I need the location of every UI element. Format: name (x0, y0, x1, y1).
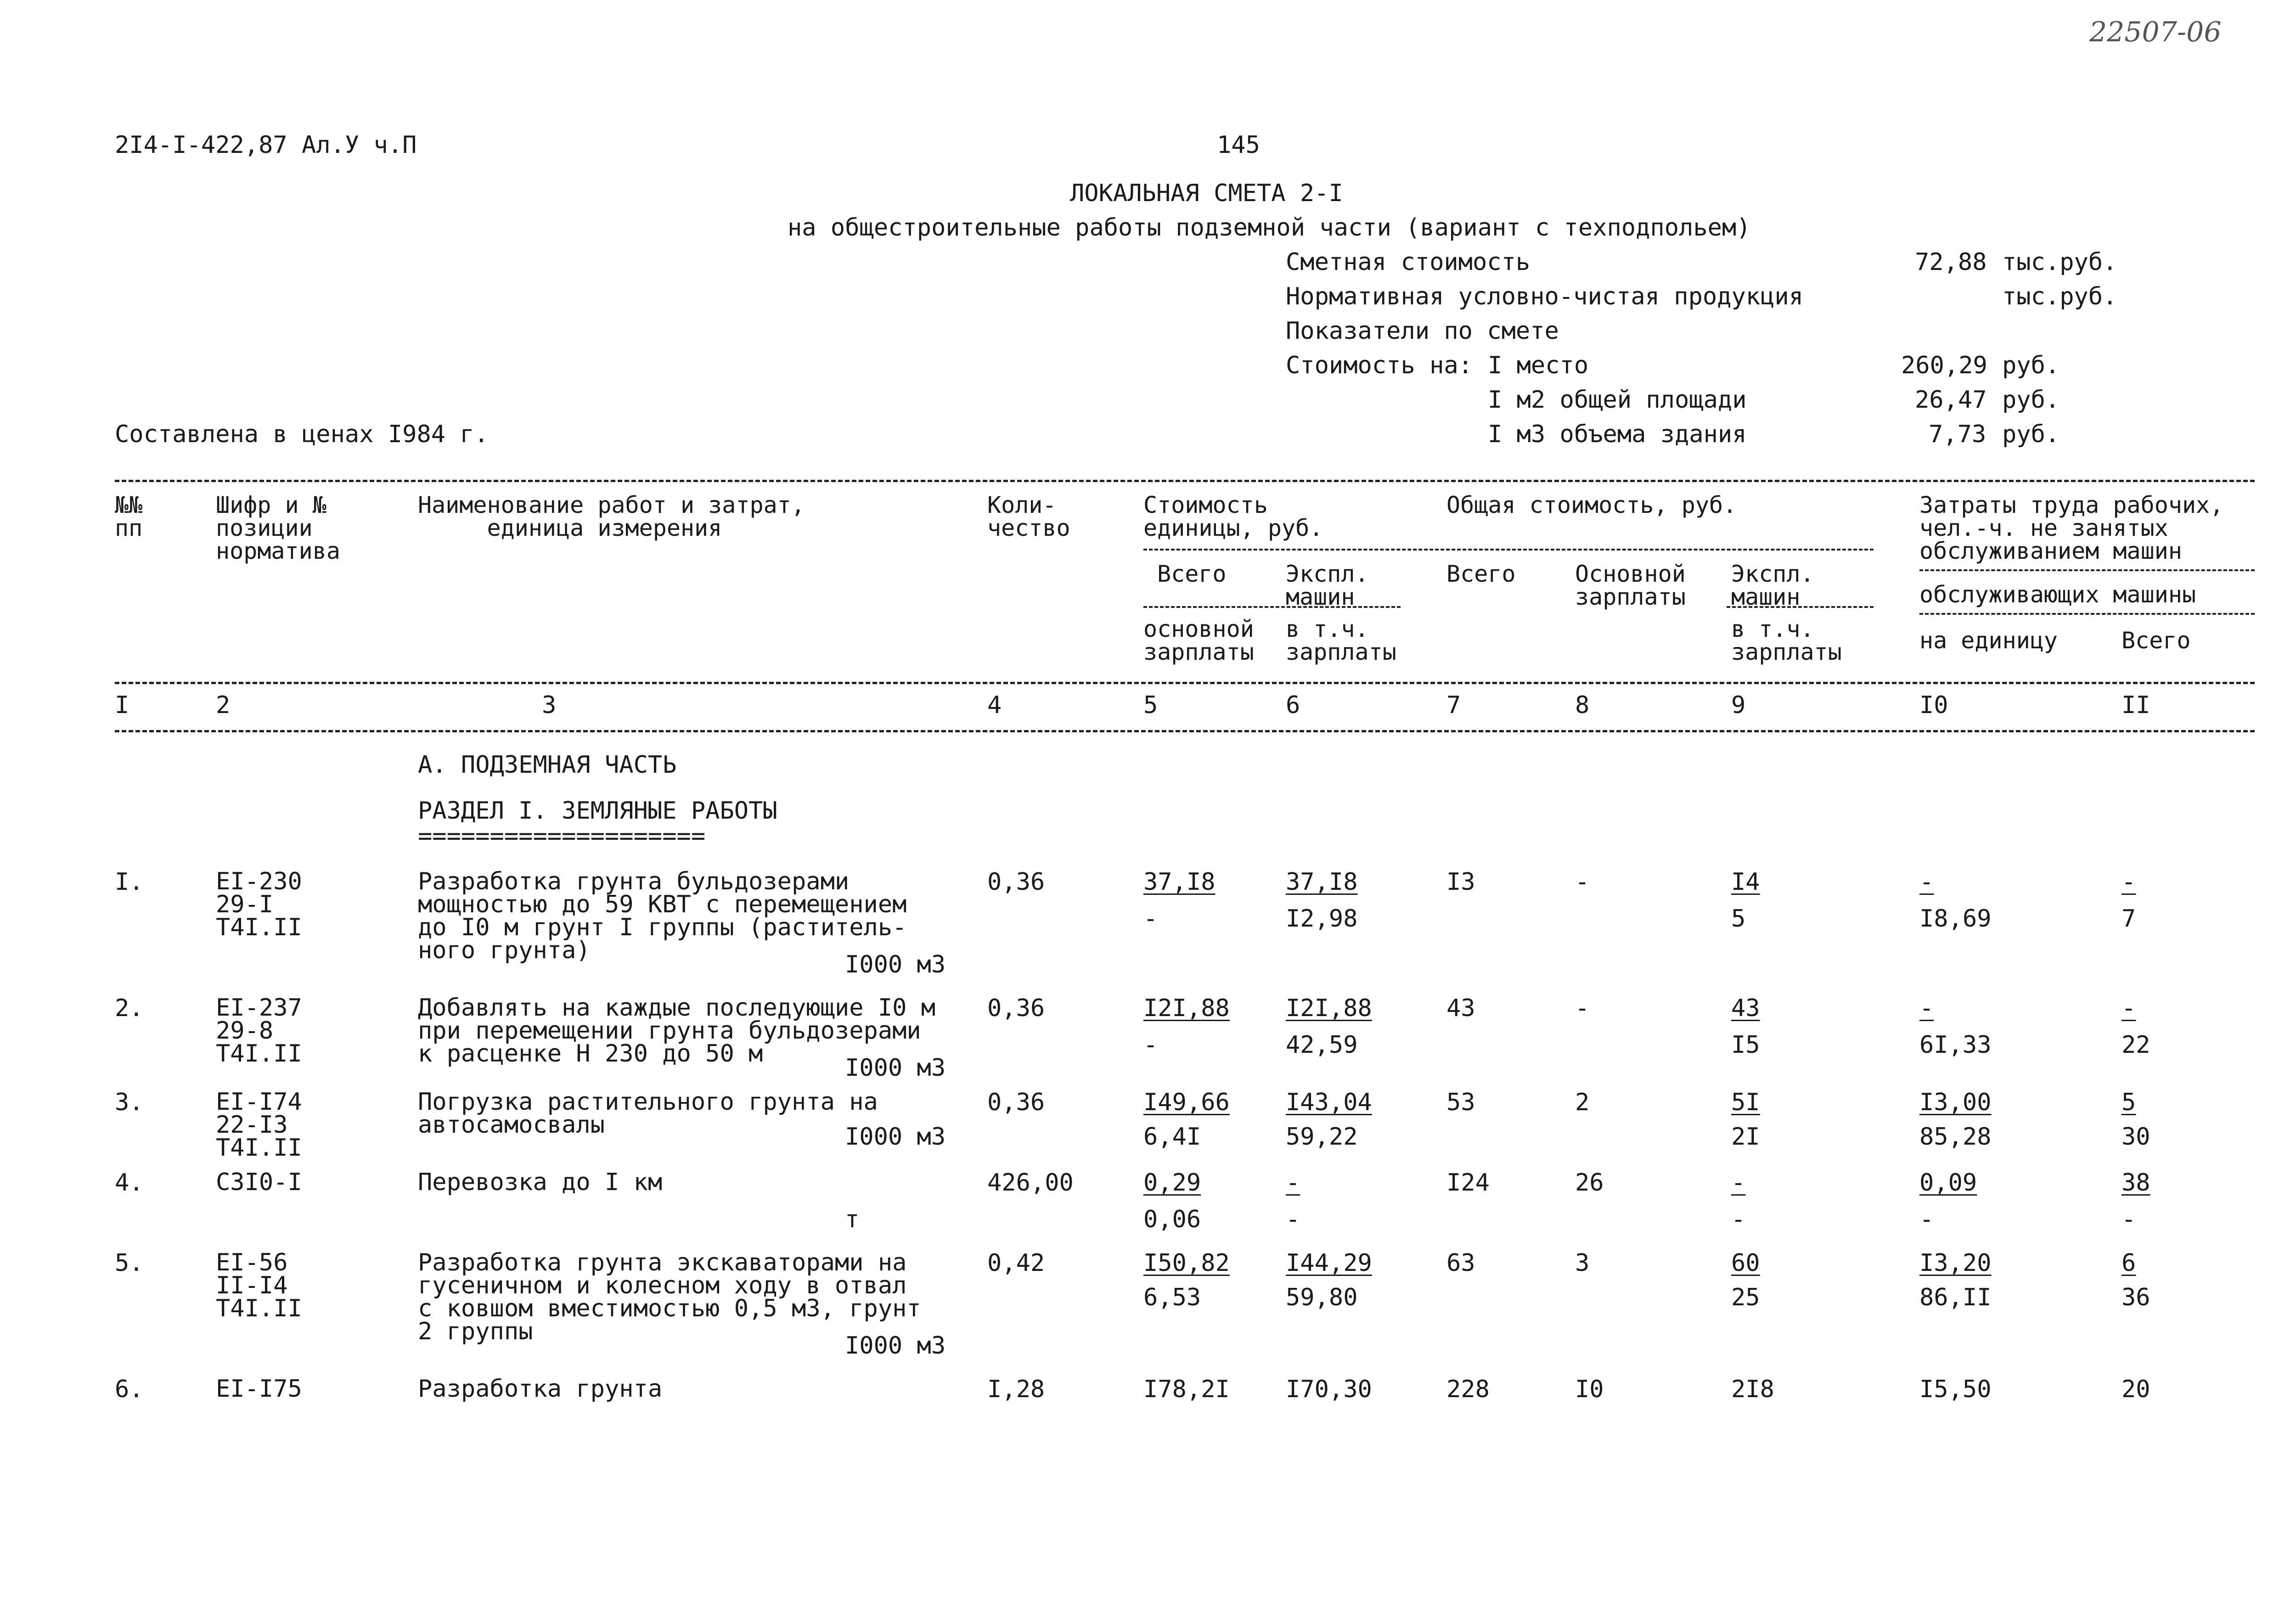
column-number: 4 (987, 691, 1002, 719)
column-numbers-bottom-rule (115, 730, 2255, 732)
row-unit-cost-total: 0,29 (1143, 1169, 1201, 1197)
page-number: 145 (1217, 131, 1260, 159)
archive-code: 22507-06 (2089, 16, 2222, 48)
row-labor-per-unit-machines: 85,28 (1919, 1123, 1992, 1151)
row-labor-total-machines: 22 (2122, 1031, 2150, 1059)
row-number: 6. (115, 1376, 144, 1403)
row-unit-machines: - (1286, 1169, 1300, 1197)
header-mid-rule (1143, 549, 1874, 551)
header-col-10-11: Затраты труда рабочих, чел.-ч. не занятых обслуживанием машин (1919, 492, 2224, 564)
document-code: 2I4-I-422,87 Ал.У ч.П (115, 131, 417, 159)
row-number: 4. (115, 1169, 144, 1197)
row-total-machines-wages: 25 (1731, 1284, 1760, 1311)
row-labor-per-unit: 0,09 (1919, 1169, 1977, 1197)
document-subtitle: на общестроительные работы подземной части (вариант с техподпольем) (788, 214, 1751, 242)
row-labor-total: 6 (2122, 1249, 2136, 1277)
row-quantity: 0,36 (987, 994, 1045, 1022)
row-unit-machines: I44,29 (1286, 1249, 1372, 1277)
header-col-7-9: Общая стоимость, руб. (1446, 492, 1737, 518)
row-unit-cost-total: I78,2I (1143, 1376, 1230, 1403)
row-unit-machines-wages: - (1286, 1206, 1300, 1233)
row-unit-machines-wages: 59,80 (1286, 1284, 1358, 1311)
per-place-value: 260,29 (1901, 352, 1987, 379)
part-title: А. ПОДЗЕМНАЯ ЧАСТЬ (418, 751, 677, 779)
per-place-unit: руб. (2002, 352, 2060, 379)
row-labor-total: - (2122, 868, 2136, 896)
row-total-cost: 43 (1446, 994, 1475, 1022)
header-col-6-bottom: в т.ч. зарплаты (1286, 616, 1396, 665)
row-unit-cost-total: 37,I8 (1143, 868, 1216, 896)
column-number: 2 (216, 691, 231, 719)
row-total-cost: 53 (1446, 1089, 1475, 1116)
row-labor-total-machines: 36 (2122, 1284, 2150, 1311)
row-labor-per-unit-machines: 86,II (1919, 1284, 1992, 1311)
row-number: 5. (115, 1249, 144, 1277)
row-total-cost: 228 (1446, 1376, 1490, 1403)
row-code: EI-I74 22-I3 Т4I.II (216, 1088, 302, 1162)
header-col-5-top: Всего (1157, 561, 1227, 587)
row-labor-total: 5 (2122, 1089, 2136, 1116)
document-title: ЛОКАЛЬНАЯ СМЕТА 2-I (1070, 180, 1343, 207)
row-unit-machines: I2I,88 (1286, 994, 1372, 1022)
row-labor-per-unit: I3,00 (1919, 1089, 1992, 1116)
header-col-2: Шифр и № позиции норматива (216, 492, 340, 564)
row-unit-machines-wages: I2,98 (1286, 905, 1358, 933)
prices-year-note: Составлена в ценах I984 г. (115, 421, 489, 448)
row-code: EI-I75 (216, 1375, 302, 1403)
estimated-cost-unit: тыс.руб. (2002, 248, 2117, 276)
header-col-5-bottom: основной зарплаты (1143, 616, 1254, 665)
header-col-9-top: Экспл. машин (1731, 561, 1814, 610)
row-labor-per-unit: - (1919, 868, 1934, 896)
column-number: 8 (1575, 691, 1590, 719)
row-code: С3I0-I (216, 1169, 302, 1196)
row-unit: I000 м3 (845, 1332, 946, 1360)
section-title: РАЗДЕЛ I. ЗЕМЛЯНЫЕ РАБОТЫ (418, 797, 777, 825)
row-unit-machines: 37,I8 (1286, 868, 1358, 896)
row-work-name: Разработка грунта бульдозерами мощностью до 59 КВТ с перемещением до I0 м грунт I группы (раститель- ного грунта) (418, 868, 907, 964)
row-quantity: 0,36 (987, 1089, 1045, 1116)
header-labor-sub-rule (1919, 613, 2255, 615)
row-work-name: Разработка грунта (418, 1375, 663, 1403)
row-total-wages: - (1575, 868, 1590, 896)
row-work-name: Разработка грунта экскаваторами на гусеничном и колесном ходу в отвал с ковшом вместимостью 0,5 м3, грунт 2 группы (418, 1249, 921, 1345)
per-m3-unit: руб. (2002, 421, 2060, 448)
column-number: 6 (1286, 691, 1300, 719)
header-col-6-top: Экспл. машин (1286, 561, 1369, 610)
row-total-machines: I4 (1731, 868, 1760, 896)
per-m3-label: I м3 объема здания (1488, 421, 1747, 448)
header-col-11: Всего (2122, 627, 2191, 654)
row-total-wages: - (1575, 994, 1590, 1022)
column-number: I0 (1919, 691, 1948, 719)
row-total-wages: 3 (1575, 1249, 1590, 1277)
row-unit-cost-wages: 0,06 (1143, 1206, 1201, 1233)
row-unit: I000 м3 (845, 1123, 946, 1151)
column-number: 3 (542, 691, 557, 719)
row-total-wages: 2 (1575, 1089, 1590, 1116)
estimated-cost-value: 72,88 (1915, 248, 1987, 276)
row-unit-machines-wages: 59,22 (1286, 1123, 1358, 1151)
row-unit-cost-total: I49,66 (1143, 1089, 1230, 1116)
row-labor-total: 38 (2122, 1169, 2150, 1197)
row-total-machines-wages: 2I (1731, 1123, 1760, 1151)
column-number: II (2122, 691, 2150, 719)
row-code: EI-56 II-I4 Т4I.II (216, 1249, 302, 1322)
row-total-machines-wages: I5 (1731, 1031, 1760, 1059)
row-unit-machines: I43,04 (1286, 1089, 1372, 1116)
cost-per-label: Стоимость на: (1286, 352, 1473, 379)
per-m2-unit: руб. (2002, 386, 2060, 414)
header-col-8: Основной зарплаты (1575, 561, 1686, 610)
per-m2-label: I м2 общей площади (1488, 386, 1747, 414)
row-labor-total: - (2122, 994, 2136, 1022)
header-col-1: №№ пп (115, 492, 143, 541)
row-unit: т (845, 1206, 860, 1233)
row-total-machines: 43 (1731, 994, 1760, 1022)
column-number: 7 (1446, 691, 1461, 719)
row-total-machines: 60 (1731, 1249, 1760, 1277)
row-unit-machines: I70,30 (1286, 1376, 1372, 1403)
row-unit: I000 м3 (845, 1054, 946, 1082)
column-numbers-top-rule (115, 682, 2255, 684)
row-number: 3. (115, 1089, 144, 1116)
row-unit-cost-wages: - (1143, 905, 1158, 933)
row-labor-per-unit-machines: I8,69 (1919, 905, 1992, 933)
row-quantity: 0,36 (987, 868, 1045, 896)
indicators-label: Показатели по смете (1286, 317, 1559, 345)
header-labor-rule (1919, 569, 2255, 571)
row-unit-cost-total: I2I,88 (1143, 994, 1230, 1022)
column-number: I (115, 691, 129, 719)
row-quantity: I,28 (987, 1376, 1045, 1403)
row-work-name: Добавлять на каждые последующие I0 м при перемещении грунта бульдозерами к расценке Н 230 до 50 м (418, 994, 936, 1067)
row-number: I. (115, 868, 144, 896)
header-col-9-bottom: в т.ч. зарплаты (1731, 616, 1842, 665)
normative-label: Нормативная условно-чистая продукция (1286, 283, 1804, 310)
row-quantity: 426,00 (987, 1169, 1074, 1197)
row-work-name: Перевозка до I км (418, 1169, 663, 1196)
row-labor-per-unit: I5,50 (1919, 1376, 1992, 1403)
row-labor-total-machines: - (2122, 1206, 2136, 1233)
row-code: EI-237 29-8 Т4I.II (216, 994, 302, 1067)
header-labor-sub: обслуживающих машины (1919, 581, 2196, 608)
row-unit-cost-wages: 6,4I (1143, 1123, 1201, 1151)
row-unit-cost-total: I50,82 (1143, 1249, 1230, 1277)
row-unit-cost-wages: 6,53 (1143, 1284, 1201, 1311)
section-rule: ==================== (418, 822, 706, 850)
row-unit-machines-wages: 42,59 (1286, 1031, 1358, 1059)
row-total-machines: 5I (1731, 1089, 1760, 1116)
header-mach-sub-rule (1727, 606, 1874, 608)
header-col-10: на единицу (1919, 627, 2058, 654)
normative-unit: тыс.руб. (2002, 283, 2117, 310)
header-col-3: Наименование работ и затрат, единица измерения (418, 492, 805, 541)
per-m2-value: 26,47 (1915, 386, 1987, 414)
row-total-wages: 26 (1575, 1169, 1604, 1197)
row-total-wages: I0 (1575, 1376, 1604, 1403)
row-total-cost: 63 (1446, 1249, 1475, 1277)
header-col-5-6: Стоимость единицы, руб. (1143, 492, 1323, 541)
row-labor-per-unit-machines: - (1919, 1206, 1934, 1233)
estimated-cost-label: Сметная стоимость (1286, 248, 1531, 276)
row-unit: I000 м3 (845, 951, 946, 978)
row-total-cost: I24 (1446, 1169, 1490, 1197)
column-number: 5 (1143, 691, 1158, 719)
per-place-label: I место (1488, 352, 1589, 379)
row-labor-per-unit: I3,20 (1919, 1249, 1992, 1277)
row-labor-total-machines: 7 (2122, 905, 2136, 933)
row-total-machines: 2I8 (1731, 1376, 1774, 1403)
header-top-rule (115, 480, 2255, 482)
header-col-4: Коли- чество (987, 492, 1070, 541)
row-unit-cost-wages: - (1143, 1031, 1158, 1059)
row-quantity: 0,42 (987, 1249, 1045, 1277)
row-total-cost: I3 (1446, 868, 1475, 896)
header-cost-sub-rule (1143, 606, 1401, 608)
row-code: EI-230 29-I Т4I.II (216, 868, 302, 941)
column-number: 9 (1731, 691, 1746, 719)
row-labor-total: 20 (2122, 1376, 2150, 1403)
row-total-machines: - (1731, 1169, 1746, 1197)
row-work-name: Погрузка растительного грунта на автосамосвалы (418, 1088, 878, 1139)
row-labor-total-machines: 30 (2122, 1123, 2150, 1151)
header-col-7: Всего (1446, 561, 1516, 587)
row-labor-per-unit: - (1919, 994, 1934, 1022)
per-m3-value: 7,73 (1929, 421, 1986, 448)
row-labor-per-unit-machines: 6I,33 (1919, 1031, 1992, 1059)
row-number: 2. (115, 994, 144, 1022)
row-total-machines-wages: 5 (1731, 905, 1746, 933)
row-total-machines-wages: - (1731, 1206, 1746, 1233)
